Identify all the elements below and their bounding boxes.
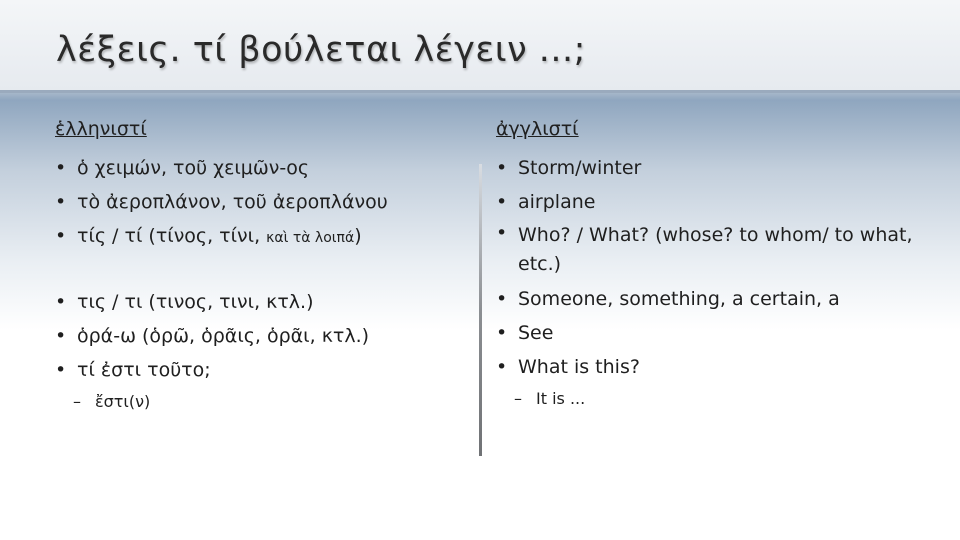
list-item: • airplane <box>496 191 596 213</box>
greek-list-2 <box>55 285 465 387</box>
list-item: • τίς / τί (τίνος, τίνι, καὶ τὰ λοιπά) <box>55 225 362 247</box>
greek-column <box>55 118 465 415</box>
title-rule <box>0 90 960 93</box>
list-item: • Who? / What? (whose? to whom/ to what, etc.) <box>496 222 913 275</box>
english-column <box>496 118 916 412</box>
list-item: • Someone, something, a certain, a <box>496 288 840 310</box>
column-divider <box>479 164 482 456</box>
slide-title: λέξεις. τί βούλεται λέγειν ...; <box>56 30 586 70</box>
english-list <box>496 151 916 384</box>
list-item: • ὁρά-ω (ὁρῶ, ὁρᾶις, ὁρᾶι, κτλ.) <box>55 325 370 347</box>
list-item: • See <box>496 322 554 344</box>
greek-column-heading: ἑλληνιστί <box>55 118 147 140</box>
list-item: • ὁ χειμών, τοῦ χειμῶν-ος <box>55 157 310 179</box>
english-sub-item: – It is ... <box>514 389 586 408</box>
greek-sub-item: – ἔστι(ν) <box>73 392 151 411</box>
greek-list-1 <box>55 151 465 255</box>
list-item: • τις / τι (τινος, τινι, κτλ.) <box>55 291 314 313</box>
list-item: • Storm/winter <box>496 157 642 179</box>
list-item: • τί ἐστι τοῦτο; <box>55 359 211 381</box>
english-column-heading: ἀγγλιστί <box>496 118 579 140</box>
list-item: • What is this? <box>496 356 640 378</box>
list-item: • τὸ ἀεροπλάνον, τοῦ ἀεροπλάνου <box>55 191 388 213</box>
